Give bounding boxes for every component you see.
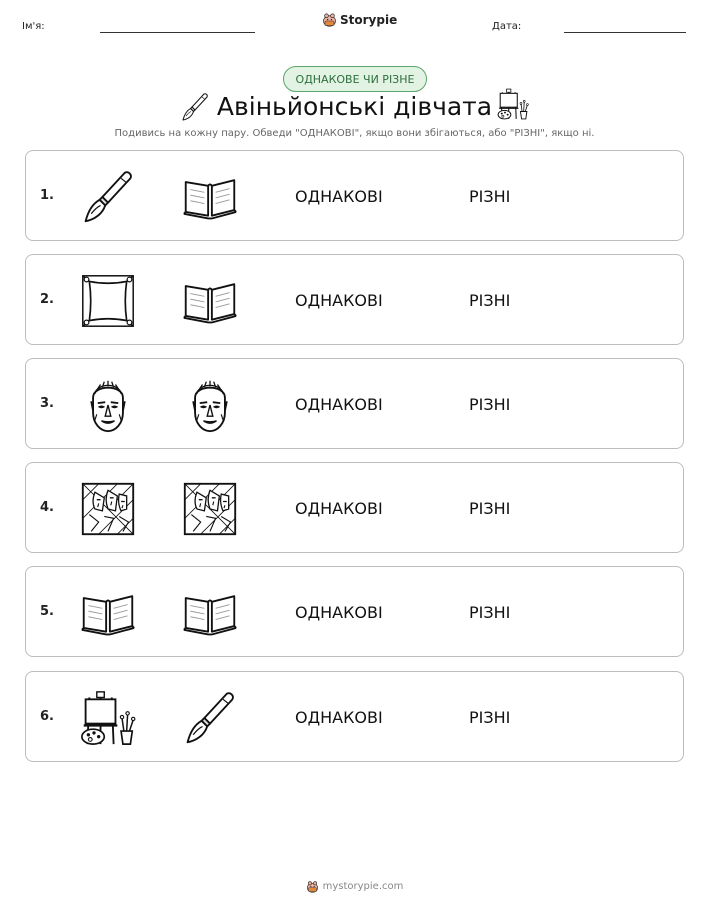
cubist-painting-icon (182, 481, 238, 537)
open-book-icon (80, 585, 136, 641)
open-book-icon (182, 273, 238, 329)
option-different[interactable]: РІЗНІ (469, 603, 511, 622)
option-same[interactable]: ОДНАКОВІ (295, 603, 383, 622)
question-number: 3. (40, 396, 54, 411)
option-different[interactable]: РІЗНІ (469, 499, 511, 518)
activity-type-badge: ОДНАКОВЕ ЧИ РІЗНЕ (283, 66, 427, 92)
date-label: Дата: (492, 21, 522, 32)
option-same[interactable]: ОДНАКОВІ (295, 708, 383, 727)
question-row (25, 671, 684, 762)
option-same[interactable]: ОДНАКОВІ (295, 395, 383, 414)
paintbrush-icon (80, 169, 136, 225)
storypie-bear-icon (306, 880, 319, 893)
african-mask-icon (182, 377, 238, 433)
option-different[interactable]: РІЗНІ (469, 708, 511, 727)
canvas-frame-icon (80, 273, 136, 329)
brand-name: Storypie (340, 12, 398, 27)
option-same[interactable]: ОДНАКОВІ (295, 499, 383, 518)
cubist-painting-icon (80, 481, 136, 537)
question-number: 1. (40, 188, 54, 203)
brand-logo (322, 12, 397, 27)
question-number: 5. (40, 604, 54, 619)
option-same[interactable]: ОДНАКОВІ (295, 291, 383, 310)
question-number: 2. (40, 292, 54, 307)
question-row (25, 462, 684, 553)
option-different[interactable]: РІЗНІ (469, 291, 511, 310)
question-row (25, 566, 684, 657)
african-mask-icon (80, 377, 136, 433)
footer-url[interactable]: mystorypie.com (322, 881, 404, 892)
open-book-icon (182, 585, 238, 641)
question-number: 4. (40, 500, 54, 515)
easel-palette-icon (497, 88, 529, 124)
question-row (25, 358, 684, 449)
open-book-icon (182, 169, 238, 225)
footer (0, 880, 709, 893)
option-same[interactable]: ОДНАКОВІ (295, 187, 383, 206)
storypie-bear-icon (322, 12, 337, 27)
page-title: Авіньйонські дівчата (216, 92, 493, 121)
question-row (25, 150, 684, 241)
date-field[interactable] (564, 32, 686, 33)
question-row (25, 254, 684, 345)
easel-palette-icon (80, 690, 136, 746)
paintbrush-icon (182, 690, 238, 746)
name-label: Ім'я: (22, 21, 45, 32)
option-different[interactable]: РІЗНІ (469, 395, 511, 414)
option-different[interactable]: РІЗНІ (469, 187, 511, 206)
instructions: Подивись на кожну пару. Обведи "ОДНАКОВІ", якщо вони збігаються, або "РІЗНІ", якщо ні. (114, 128, 595, 139)
question-number: 6. (40, 709, 54, 724)
name-field[interactable] (100, 32, 255, 33)
